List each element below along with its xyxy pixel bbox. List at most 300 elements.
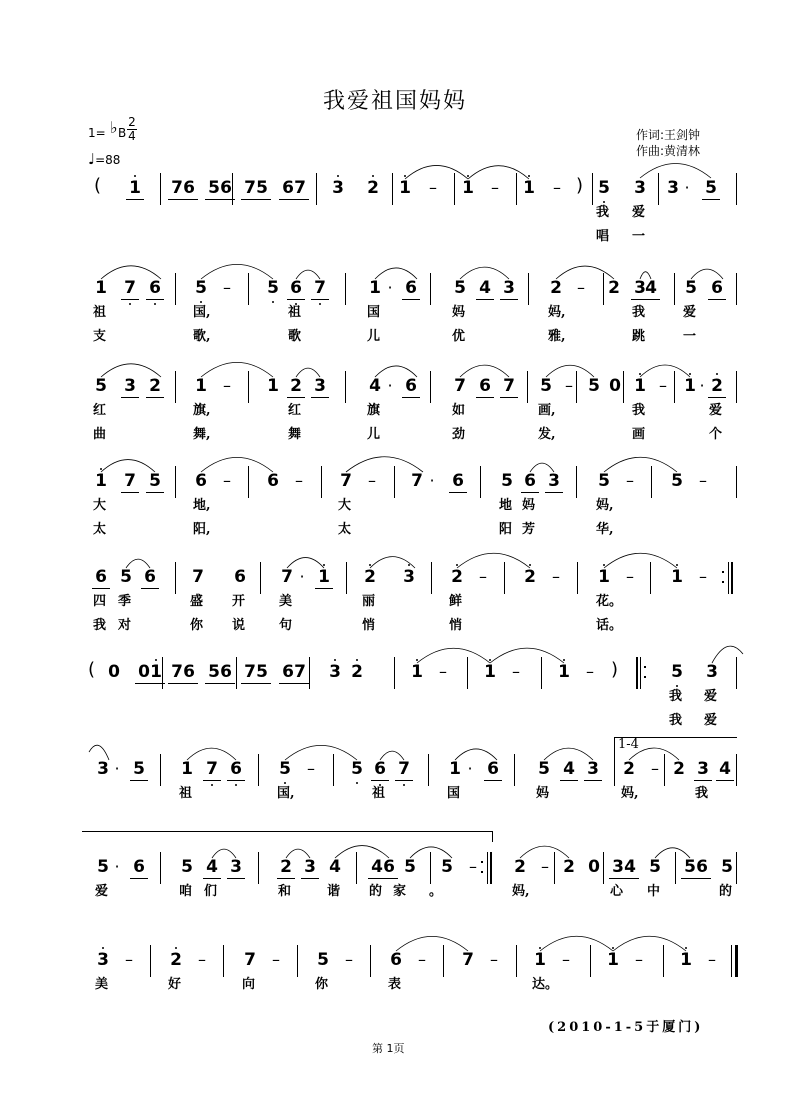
lyric-verse-1: 谐 (327, 884, 341, 899)
dash-extension: – (552, 567, 560, 586)
octave-down-dot (272, 301, 274, 303)
dash-extension: – (439, 662, 447, 681)
repeat-dot (644, 666, 646, 668)
slur-arc (89, 745, 109, 760)
barline (467, 657, 468, 689)
barline (150, 945, 151, 977)
barline (516, 173, 517, 205)
lyric-verse-2: 劲 (452, 427, 466, 442)
barline (430, 371, 431, 403)
lyric-verse-1: 祖 (288, 305, 302, 320)
underline-beam (227, 780, 245, 781)
underline-beam (121, 299, 139, 300)
octave-down-dot (319, 303, 321, 305)
thick-barline (731, 562, 733, 594)
note: 1 (369, 278, 381, 298)
note: 7 (281, 567, 293, 587)
note: 5 (181, 857, 193, 877)
note: 3 (329, 662, 341, 682)
octave-up-dot (529, 564, 531, 566)
note: 0 (108, 662, 120, 682)
note: 2 (514, 857, 526, 877)
barline (576, 371, 577, 403)
octave-up-dot (563, 659, 565, 661)
note: 3 (304, 857, 316, 877)
barline (541, 657, 542, 689)
dash-extension: – (553, 178, 561, 197)
note: 1 (634, 376, 646, 396)
underline-beam (476, 299, 494, 300)
lyric-verse-1: 祖 (93, 305, 107, 320)
note: 1 (411, 662, 423, 682)
lyric-verse-1: 向 (242, 977, 256, 992)
barline (160, 754, 161, 786)
barline (175, 466, 176, 498)
underline-beam (560, 780, 578, 781)
note: 6 (290, 278, 302, 298)
lyric-verse-2: 一 (632, 229, 646, 244)
lyric-verse-1: 妈 (522, 498, 536, 513)
dash-extension: – (541, 857, 549, 876)
dash-extension: – (418, 950, 426, 969)
dash-extension: – (198, 950, 206, 969)
note: 1 (684, 376, 696, 396)
lyric-verse-1: 。 (429, 884, 443, 899)
note: 4 (645, 278, 657, 298)
underline-beam (708, 397, 726, 398)
barline (736, 273, 737, 305)
note: 5 (195, 278, 207, 298)
note: 6 (405, 278, 417, 298)
underline-beam (500, 299, 518, 300)
note: 5 (721, 857, 733, 877)
lyric-verse-2: 华, (596, 522, 614, 537)
note: 6 (195, 471, 207, 491)
lyric-verse-2: 歌, (193, 329, 211, 344)
dash-extension: – (562, 950, 570, 969)
note: 6 (133, 857, 145, 877)
thick-barline (490, 852, 492, 884)
lyric-verse-1: 妈 (536, 786, 550, 801)
underline-beam (130, 878, 148, 879)
octave-down-dot (403, 784, 405, 786)
note: 3 (548, 471, 560, 491)
dot-augmentation: · (387, 278, 393, 297)
note: 5 (120, 567, 132, 587)
dash-extension: – (635, 950, 643, 969)
underline-beam (380, 878, 398, 879)
note: 7 (124, 471, 136, 491)
underline-beam (180, 199, 198, 200)
underline-beam (126, 199, 144, 200)
note: 4 (206, 857, 218, 877)
note: 5 (279, 759, 291, 779)
dot-augmentation: · (114, 857, 120, 876)
dash-extension: – (512, 662, 520, 681)
lyric-verse-1: 表 (388, 977, 402, 992)
note: 0 (138, 662, 150, 682)
note: 6 (390, 950, 402, 970)
underline-beam (130, 780, 148, 781)
note: 3 (697, 759, 709, 779)
note: 5 (133, 759, 145, 779)
paren-glyph: ) (576, 175, 584, 196)
octave-up-dot (716, 373, 718, 375)
barline (514, 754, 515, 786)
time-bottom: 4 (128, 129, 136, 143)
note: 6 (183, 178, 195, 198)
tempo-value: =88 (95, 153, 121, 167)
lyric-verse-1: 红 (93, 403, 107, 418)
lyric-verse-1: 国 (447, 786, 461, 801)
lyric-verse-2: 话。 (596, 618, 623, 633)
barline (731, 945, 732, 977)
octave-up-dot (372, 175, 374, 177)
underline-beam (277, 878, 295, 879)
note: 2 (711, 376, 723, 396)
barline (554, 852, 555, 884)
note: 2 (608, 278, 620, 298)
volta-label: 1-4 (618, 737, 639, 752)
note: 7 (454, 376, 466, 396)
dash-extension: – (491, 178, 499, 197)
note: 6 (282, 662, 294, 682)
underline-beam (141, 588, 159, 589)
barline (736, 173, 737, 205)
lyric-verse-1: 我 (632, 403, 646, 418)
note: 5 (705, 178, 717, 198)
dash-extension: – (223, 278, 231, 297)
underline-beam (92, 588, 110, 589)
barline (248, 273, 249, 305)
octave-down-dot (676, 685, 678, 687)
note: 5 (95, 376, 107, 396)
repeat-dot (481, 871, 483, 873)
note: 5 (501, 471, 513, 491)
dash-extension: – (659, 376, 667, 395)
lyric-verse-1: 国 (367, 305, 381, 320)
lyric-verse-1: 美 (279, 594, 293, 609)
barline (248, 371, 249, 403)
note: 6 (234, 567, 246, 587)
dot-augmentation: · (114, 759, 120, 778)
lyric-verse-1: 妈, (512, 884, 530, 899)
tempo-marking (88, 150, 120, 168)
barline (175, 371, 176, 403)
dot-augmentation: · (467, 759, 473, 778)
barline (345, 371, 346, 403)
underline-beam (203, 878, 221, 879)
note: 2 (367, 178, 379, 198)
note: 5 (149, 471, 161, 491)
lyric-verse-1: 爱 (95, 884, 109, 899)
note: 7 (171, 178, 183, 198)
note: 1 (523, 178, 535, 198)
note: 5 (208, 662, 220, 682)
note: 5 (317, 950, 329, 970)
barline (392, 173, 393, 205)
barline (603, 273, 604, 305)
quarter-note-icon: ♩ (88, 150, 96, 168)
underline-beam (253, 683, 271, 684)
lyric-verse-2: 芳 (522, 522, 536, 537)
note: 7 (206, 759, 218, 779)
underline-beam (291, 683, 309, 684)
note: 7 (244, 662, 256, 682)
note: 1 (680, 950, 692, 970)
underline-beam (521, 492, 539, 493)
slur-arc (201, 457, 273, 472)
dash-extension: – (708, 950, 716, 969)
underline-beam (217, 683, 235, 684)
octave-up-dot (685, 947, 687, 949)
underline-beam (476, 397, 494, 398)
barline (728, 562, 729, 594)
note: 5 (588, 376, 600, 396)
note: 7 (314, 278, 326, 298)
repeat-dot (722, 571, 724, 573)
note: 1 (607, 950, 619, 970)
note: 5 (267, 278, 279, 298)
barline (487, 852, 488, 884)
slur-arc (201, 362, 273, 377)
note: 7 (294, 178, 306, 198)
octave-up-dot (100, 468, 102, 470)
note: 5 (404, 857, 416, 877)
dash-extension: – (429, 178, 437, 197)
note: 5 (598, 471, 610, 491)
octave-up-dot (528, 175, 530, 177)
dash-extension: – (368, 471, 376, 490)
lyric-verse-2: 对 (118, 618, 132, 633)
barline (175, 273, 176, 305)
note: 6 (144, 567, 156, 587)
note: 4 (719, 759, 731, 779)
dot-augmentation: · (299, 567, 305, 586)
octave-up-dot (102, 947, 104, 949)
lyric-verse-2: 太 (93, 522, 107, 537)
underline-beam (146, 397, 164, 398)
underline-beam (180, 683, 198, 684)
lyric-verse-1: 盛 (190, 594, 204, 609)
barline (297, 945, 298, 977)
note: 2 (524, 567, 536, 587)
lyric-verse-1: 红 (288, 403, 302, 418)
note: 1 (671, 567, 683, 587)
lyric-verse-1: 们 (204, 884, 218, 899)
note: 4 (563, 759, 575, 779)
note: 2 (451, 567, 463, 587)
underline-beam (642, 299, 660, 300)
note: 5 (256, 178, 268, 198)
lyric-verse-1: 地 (499, 498, 513, 513)
octave-down-dot (154, 303, 156, 305)
lyric-verse-2: 说 (232, 618, 246, 633)
lyric-verse-1: 好 (168, 977, 182, 992)
note: 3 (124, 376, 136, 396)
time-signature (127, 116, 137, 143)
lyric-verse-2: 阳, (193, 522, 211, 537)
lyric-verse-2: 你 (190, 618, 204, 633)
octave-up-dot (334, 659, 336, 661)
underline-beam (584, 780, 602, 781)
key-note: B (118, 126, 127, 140)
paren-glyph: ( (88, 659, 96, 680)
slur-arc (640, 163, 711, 178)
barline (258, 754, 259, 786)
note: 1 (449, 759, 461, 779)
dash-extension: – (223, 471, 231, 490)
barline (236, 657, 237, 689)
note: 3 (314, 376, 326, 396)
lyric-verse-1: 大 (93, 498, 107, 513)
lyric-verse-1: 达。 (532, 977, 559, 992)
note: 2 (351, 662, 363, 682)
note: 4 (479, 278, 491, 298)
octave-down-dot (129, 303, 131, 305)
note: 5 (208, 178, 220, 198)
dash-extension: – (586, 662, 594, 681)
barline (162, 657, 163, 689)
note: 7 (462, 950, 474, 970)
slur-arc (712, 646, 743, 663)
lyric-verse-2: 儿 (367, 329, 381, 344)
underline-beam (287, 397, 305, 398)
underline-beam (484, 780, 502, 781)
lyric-verse-2: 唱 (596, 229, 610, 244)
lyric-verse-2: 句 (279, 618, 293, 633)
underline-beam (146, 492, 164, 493)
dot-augmentation: · (699, 376, 705, 395)
note: 5 (256, 662, 268, 682)
lyric-verse-1: 和 (278, 884, 292, 899)
underline-beam (545, 492, 563, 493)
note: 4 (624, 857, 636, 877)
note: 6 (183, 662, 195, 682)
underline-beam (287, 299, 305, 300)
lyric-verse-1: 花。 (596, 594, 623, 609)
barline (248, 466, 249, 498)
dash-extension: – (651, 759, 659, 778)
lyric-verse-2: 个 (709, 427, 723, 442)
note: 7 (411, 471, 423, 491)
dash-extension: – (345, 950, 353, 969)
barline (260, 562, 261, 594)
lyric-verse-1: 的 (369, 884, 383, 899)
dash-extension: – (577, 278, 585, 297)
lyric-verse-2: 舞 (288, 427, 302, 442)
lyric-verse-2: 我 (93, 618, 107, 633)
barline (674, 371, 675, 403)
note: 1 (267, 376, 279, 396)
barline (614, 754, 615, 786)
dot-augmentation: · (684, 178, 690, 197)
note: 6 (524, 471, 536, 491)
lyric-verse-2: 爱 (704, 713, 718, 728)
underline-beam (694, 780, 712, 781)
note: 6 (267, 471, 279, 491)
dash-extension: – (479, 567, 487, 586)
note: 7 (503, 376, 515, 396)
lyric-verse-2: 一 (683, 329, 697, 344)
underline-beam (311, 397, 329, 398)
barline (223, 945, 224, 977)
dash-extension: – (626, 567, 634, 586)
dash-extension: – (565, 376, 573, 395)
underline-beam (500, 397, 518, 398)
barline (736, 657, 737, 689)
note: 3 (230, 857, 242, 877)
barline (232, 173, 233, 205)
barline (356, 852, 357, 884)
slur-arc (468, 166, 529, 179)
barline (370, 945, 371, 977)
octave-down-dot (235, 784, 237, 786)
barline (675, 852, 676, 884)
barline (736, 852, 737, 884)
note: 1 (534, 950, 546, 970)
note: 6 (220, 178, 232, 198)
lyric-verse-2: 雅, (548, 329, 566, 344)
lyric-verse-2: 我 (669, 713, 683, 728)
lyric-verse-1: 大 (338, 498, 352, 513)
underline-beam (253, 199, 271, 200)
lyric-verse-1: 旗 (367, 403, 381, 418)
underline-beam (402, 299, 420, 300)
octave-down-dot (211, 784, 213, 786)
underline-beam (702, 199, 720, 200)
barline (160, 852, 161, 884)
octave-up-dot (539, 947, 541, 949)
note: 1 (95, 471, 107, 491)
note: 6 (230, 759, 242, 779)
barline (428, 754, 429, 786)
note: 5 (538, 759, 550, 779)
octave-up-dot (356, 659, 358, 661)
slur-arc (405, 165, 468, 179)
dash-extension: – (295, 471, 303, 490)
note: 2 (290, 376, 302, 396)
octave-down-dot (284, 782, 286, 784)
note: 3 (403, 567, 415, 587)
note: 3 (634, 178, 646, 198)
note: 5 (441, 857, 453, 877)
octave-down-dot (356, 782, 358, 784)
barline (674, 273, 675, 305)
repeat-dot (644, 676, 646, 678)
barline (576, 466, 577, 498)
lyric-verse-1: 妈, (596, 498, 614, 513)
note: 2 (149, 376, 161, 396)
barline (175, 562, 176, 594)
dash-extension: – (699, 471, 707, 490)
slur-arc (604, 553, 677, 568)
credits (636, 127, 700, 159)
time-top: 2 (128, 115, 136, 129)
key-prefix: 1= (88, 126, 106, 140)
page-title: 我爱祖国妈妈 (322, 89, 467, 114)
barline (640, 657, 641, 689)
barline (504, 562, 505, 594)
ending-bracket (82, 831, 493, 842)
note: 7 (244, 950, 256, 970)
note: 5 (97, 857, 109, 877)
lyricist: 作词:王剑钟 (636, 128, 701, 142)
note: 1 (195, 376, 207, 396)
underline-beam (693, 878, 711, 879)
octave-up-dot (416, 659, 418, 661)
note: 5 (598, 178, 610, 198)
